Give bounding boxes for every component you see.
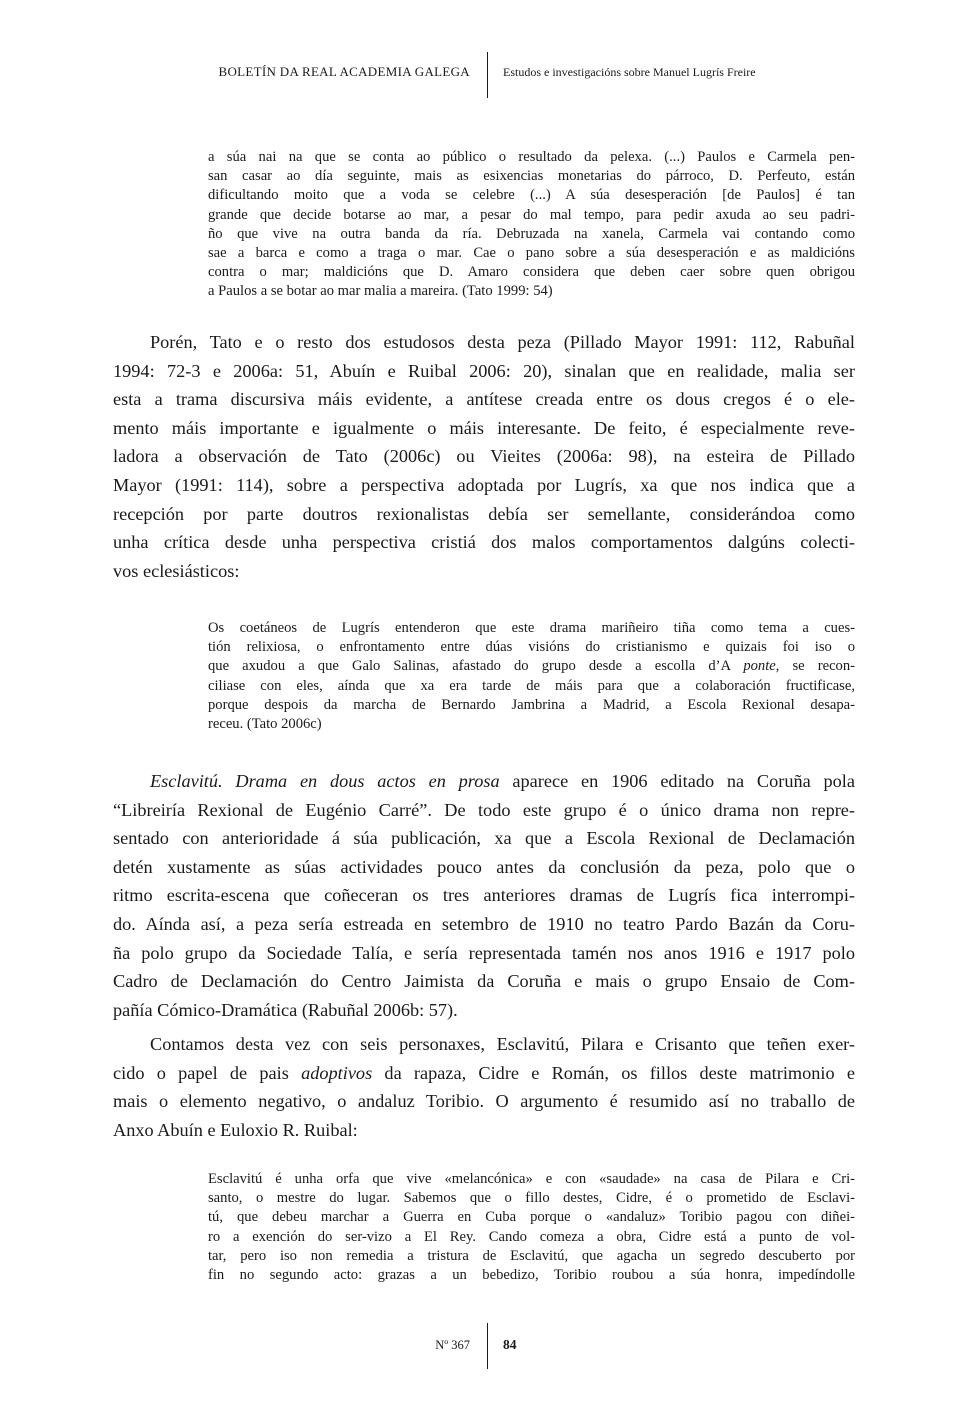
block-quote-3: [208, 1170, 855, 1285]
body-line: sentado con anterioridade á súa publicación, xa que a Escola Rexional de Declamación: [113, 828, 855, 849]
block-quote-1: [208, 148, 855, 302]
body-line: recepción por parte doutros rexionalistas debía ser semellante, considerándoa como: [113, 503, 855, 524]
quote-line: san casar ao día seguinte, mais as esixencias monetarias do párroco, D. Perfeuto, están: [208, 168, 855, 185]
body-line: detén xustamente as súas actividades pouco antes da conclusión da peza, polo que o: [113, 856, 855, 877]
body-line: Cadro de Declamación do Centro Jaimista da Coruña e mais o grupo Ensaio de Com-: [113, 971, 855, 992]
header-divider: [487, 52, 488, 98]
quote-line: grande que decide botarse ao mar, a pesar do mal tempo, para pedir axuda ao seu padri-: [208, 206, 855, 223]
quote-line: porque despois da marcha de Bernardo Jambrina a Madrid, a Escola Rexional desapa-: [208, 696, 855, 713]
body-line: mais o elemento negativo, o andaluz Toribio. O argumento é resumido así no traballo de: [113, 1091, 855, 1112]
work-title: Esclavitú. Drama en dous actos en prosa: [150, 771, 500, 791]
body-line: Anxo Abuín e Euloxio R. Ruibal:: [113, 1119, 358, 1140]
body-line: vos eclesiásticos:: [113, 560, 240, 581]
quote-line: dificultando moito que a voda se celebre (...) A súa desesperación [de Paulos] é tan: [208, 187, 855, 204]
quote-line: tión relixiosa, o enfrontamento entre dúas visións do cristianismo e quizais foi iso o: [208, 639, 855, 656]
quote-line: [208, 657, 855, 676]
body-line: [113, 767, 855, 796]
quote-line: ciliase con eles, aínda que xa era tarde de máis para que a colaboración fructificase,: [208, 677, 855, 694]
body-line: ritmo escrita-escena que coñeceran os tres anteriores dramas de Lugrís fica interrompi-: [113, 885, 855, 906]
body-text: cido o papel de pais: [113, 1062, 302, 1083]
body-line: Contamos desta vez con seis personaxes, Esclavitú, Pilara e Crisanto que teñen exer-: [150, 1034, 855, 1054]
quote-line: tú, que debeu marchar a Guerra en Cuba porque o «andaluz» Toribio pagou con diñei-: [208, 1209, 855, 1226]
issue-number: Nº 367: [435, 1338, 470, 1352]
body-line: esta a trama discursiva máis evidente, a antítese creada entre os dous cregos é o ele-: [113, 389, 855, 410]
quote-text: , se recon-: [775, 658, 856, 675]
quote-line: a súa nai na que se conta ao público o resultado da pelexa. (...) Paulos e Carmela pen-: [208, 149, 855, 165]
journal-title: BOLETÍN DA REAL ACADEMIA GALEGA: [218, 64, 470, 79]
body-line: 1994: 72-3 e 2006a: 51, Abuín e Ruibal 2006: 20), sinalan que en realidade, malia ser: [113, 360, 855, 381]
body-line: ña polo grupo da Sociedade Talía, e sería representada tamén nos anos 1916 e 1917 polo: [113, 942, 855, 963]
body-line: do. Aínda así, a peza sería estreada en setembro de 1910 no teatro Pardo Bazán da Coru-: [113, 913, 855, 934]
quote-line: ro a exención do ser-vizo a El Rey. Cando comeza a obra, Cidre está a punto de vol-: [208, 1228, 855, 1245]
body-paragraph-3: [113, 1030, 855, 1144]
quote-line: receu. (Tato 2006c): [208, 716, 322, 733]
block-quote-2: [208, 619, 855, 734]
page-number: 84: [503, 1337, 517, 1352]
body-line: mento máis importante e igualmente o máis interesante. De feito, é especialmente reve-: [113, 417, 855, 438]
quote-line: Esclavitú é unha orfa que vive «melancónica» e con «saudade» na casa de Pilara e Cri-: [208, 1171, 855, 1187]
italic-term: ponte: [743, 658, 776, 675]
section-title: Estudos e investigacións sobre Manuel Lugrís Freire: [503, 65, 756, 79]
quote-line: ño que vive na outra banda da ría. Debruzada na xanela, Carmela vai contando como: [208, 225, 855, 242]
body-paragraph-2: [113, 767, 855, 1024]
quote-line: a Paulos a se botar ao mar malia a mareira. (Tato 1999: 54): [208, 283, 553, 300]
quote-line: santo, o mestre do lugar. Sabemos que o fillo destes, Cidre, é o prometido de Esclavi-: [208, 1190, 855, 1207]
body-line: ladora a observación de Tato (2006c) ou Vieites (2006a: 98), na esteira de Pillado: [113, 446, 855, 467]
quote-line: sae a barca e como a traga o mar. Cae o pano sobre a súa desesperación e as maldicións: [208, 245, 855, 262]
body-line: Porén, Tato e o resto dos estudosos desta peza (Pillado Mayor 1991: 112, Rabuñal: [150, 332, 855, 352]
body-line: “Libreiría Rexional de Eugénio Carré”. De todo este grupo é o único drama non repre-: [113, 799, 855, 820]
quote-line: Os coetáneos de Lugrís entenderon que este drama mariñeiro tiña como tema a cues-: [208, 620, 855, 636]
italic-term: adoptivos: [301, 1062, 373, 1083]
body-line: [113, 1059, 855, 1088]
running-footer: [0, 1323, 975, 1369]
quote-line: contra o mar; maldicións que D. Amaro considera que deben caer sobre quen obrigou: [208, 264, 855, 281]
body-line: pañía Cómico-Dramática (Rabuñal 2006b: 57).: [113, 999, 458, 1020]
quote-line: fin no segundo acto: grazas a un bebedizo, Toribio roubou a súa honra, impedíndolle: [208, 1267, 855, 1284]
body-paragraph-1: [113, 328, 855, 585]
body-text: aparece en 1906 editado na Coruña pola: [499, 771, 855, 791]
quote-text: que axudou a que Galo Salinas, afastado do grupo desde a escolla d’A: [208, 658, 744, 675]
quote-line: tar, pero iso non remedia a tristura de Esclavitú, que agacha un segredo descuberto por: [208, 1247, 855, 1264]
footer-divider: [487, 1323, 488, 1369]
running-header: [0, 52, 975, 98]
body-line: Mayor (1991: 114), sobre a perspectiva adoptada por Lugrís, xa que nos indica que a: [113, 474, 855, 495]
body-line: unha crítica desde unha perspectiva cristiá dos malos comportamentos dalgúns colecti-: [113, 532, 855, 553]
body-text: da rapaza, Cidre e Román, os fillos deste matrimonio e: [372, 1062, 855, 1083]
